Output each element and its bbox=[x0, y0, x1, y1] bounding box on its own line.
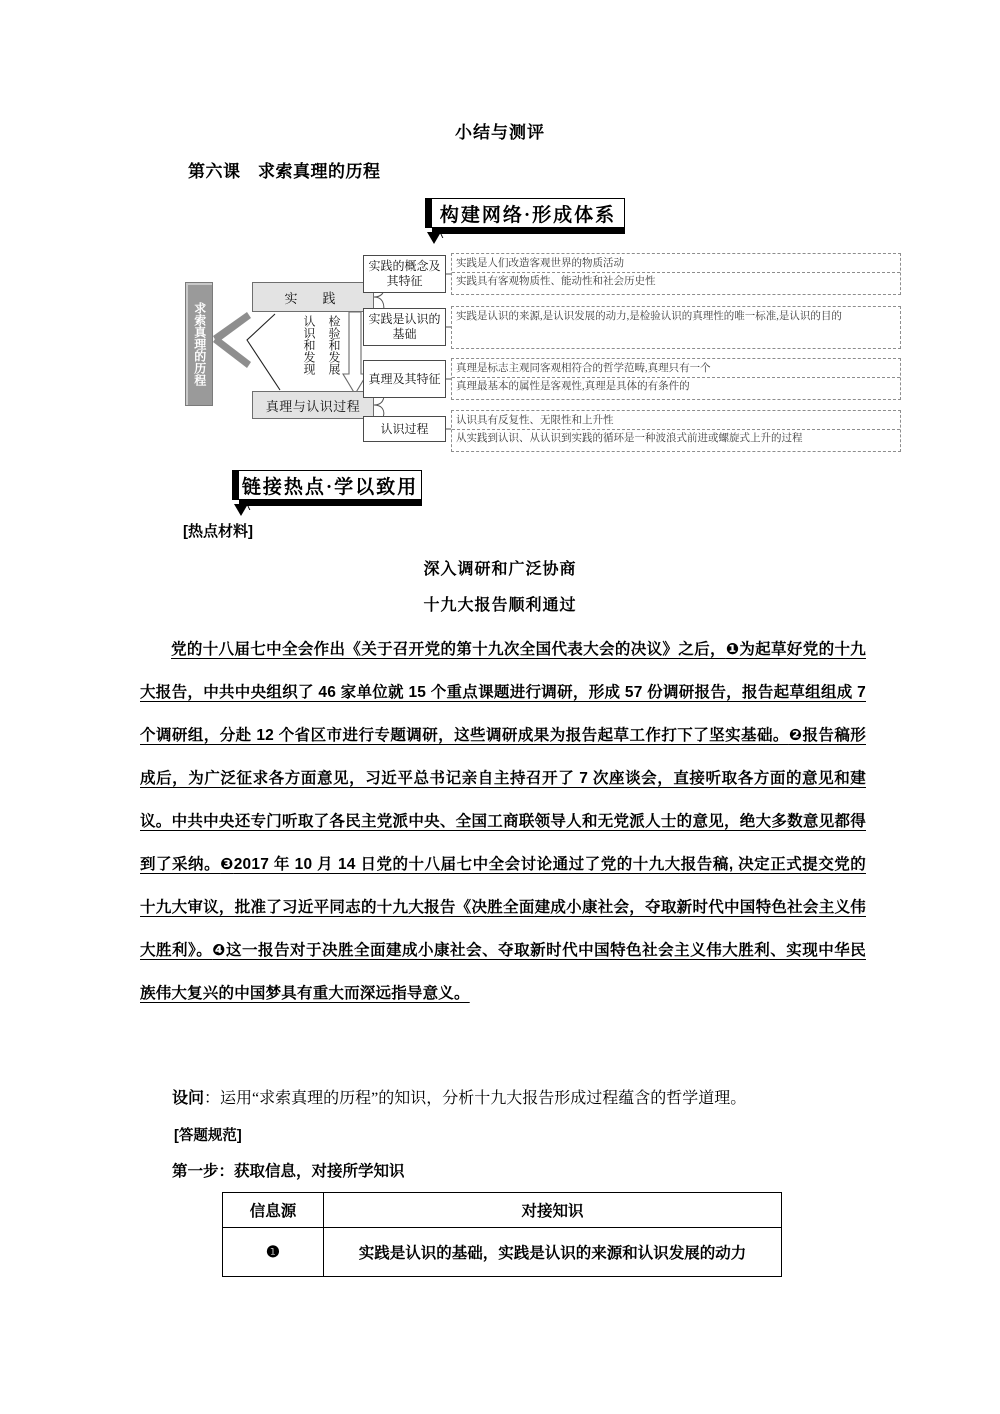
detail-line: 实践是人们改造客观世界的物质活动 bbox=[456, 258, 624, 269]
detail-separator bbox=[452, 429, 900, 430]
banner-shadow bbox=[432, 228, 625, 234]
diagram-branch-node-2: 实践是认识的基础 bbox=[363, 308, 446, 346]
step-one-label: 第一步：获取信息，对接所学知识 bbox=[172, 1163, 405, 1180]
mind-map-diagram bbox=[185, 250, 905, 465]
material-text: 报告稿形成后，为广泛征求各方面意见，习近平总书记亲自主持召开了 7 次座谈会，直接听取各方面的意见和建议。中共中央还专门听取了各民主党派中央、全国工商联领导人和无党派人士的意见，绝大多数意见都得到了采纳。 bbox=[140, 727, 866, 873]
material-marker: ❹ bbox=[212, 942, 226, 959]
hot-material-label: [热点材料] bbox=[183, 523, 253, 540]
detail-separator bbox=[452, 272, 900, 273]
material-marker: ❸ bbox=[220, 856, 234, 873]
detail-line: 实践是认识的来源,是认识发展的动力,是检验认识的真理性的唯一标准,是认识的目的 bbox=[456, 311, 842, 322]
question-prompt-body: ：运用“求索真理的历程”的知识，分析十九大报告形成过程蕴含的哲学道理。 bbox=[204, 1090, 747, 1107]
diagram-node-zhenli: 真理与认识过程 bbox=[252, 391, 374, 419]
material-marker: ❷ bbox=[788, 727, 803, 744]
banner-shadow bbox=[239, 500, 422, 506]
table-header-cell: 对接知识 bbox=[324, 1193, 782, 1228]
detail-line: 实践具有客观物质性、能动性和社会历史性 bbox=[456, 276, 656, 288]
diagram-node-shijian: 实 践 bbox=[252, 282, 374, 312]
material-body-paragraph bbox=[140, 628, 866, 1015]
answer-norm-label: [答题规范] bbox=[174, 1128, 242, 1144]
diagram-detail-box-4 bbox=[451, 410, 901, 452]
material-marker: ❶ bbox=[725, 641, 740, 658]
diagram-branch-node-1: 实践的概念及其特征 bbox=[363, 255, 446, 293]
material-text: 为起草好党的十九大报告，中共中央组织了 46 家单位就 15 个重点课题进行调研，形成 57 份调研报告，报告起草组组成 7 个调研组，分赴 12 个省区市进行专题调研，这些调研成果为报告起草工作打下了坚实基础。 bbox=[140, 641, 866, 744]
diagram-vertical-label-jianyan: 检验和发展 bbox=[327, 315, 341, 375]
diagram-vertical-label-renshi: 认识和发现 bbox=[302, 315, 316, 375]
detail-line: 从实践到认识、从认识到实践的循环是一种波浪式前进或螺旋式上升的过程 bbox=[456, 433, 803, 445]
table-cell-knowledge: 实践是认识的基础，实践是认识的来源和认识发展的动力 bbox=[324, 1228, 782, 1277]
material-text: 党的十八届七中全会作出《关于召开党的第十九次全国代表大会的决议》之后， bbox=[171, 641, 726, 658]
banner-left-bar bbox=[425, 198, 432, 228]
banner-left-bar bbox=[232, 470, 239, 500]
diagram-detail-box-1 bbox=[451, 253, 901, 295]
detail-separator bbox=[452, 377, 900, 378]
question-prompt-prefix: 设问 bbox=[172, 1090, 205, 1107]
diagram-detail-box-2 bbox=[451, 306, 901, 349]
table-header-row bbox=[223, 1193, 782, 1228]
banner-down-arrow-icon bbox=[234, 504, 248, 516]
banner-label: 链接热点·学以致用 bbox=[239, 470, 422, 500]
diagram-branch-node-4: 认识过程 bbox=[363, 416, 446, 442]
material-title-line-1: 深入调研和广泛协商 bbox=[423, 561, 577, 578]
material-title-line-2: 十九大报告顺利通过 bbox=[423, 597, 577, 614]
material-text: 2017 年 10 月 14 日党的十八届七中全会讨论通过了党的十九大报告稿, 决定正式提交党的十九大审议，批准了习近平同志的十九大报告《决胜全面建成小康社会，夺取新时代中国特色社会主义伟大胜利》。 bbox=[140, 856, 866, 959]
detail-line: 真理是标志主观同客观相符合的哲学范畴,真理只有一个 bbox=[456, 363, 711, 374]
question-prompt bbox=[172, 1085, 746, 1108]
table-row bbox=[223, 1228, 782, 1277]
page-title: 小结与测评 bbox=[455, 123, 545, 142]
table-header-cell: 信息源 bbox=[223, 1193, 324, 1228]
lesson-title: 第六课 求索真理的历程 bbox=[188, 162, 381, 181]
diagram-root-node: 求索真理的历程 bbox=[185, 282, 213, 406]
info-knowledge-table bbox=[222, 1192, 782, 1277]
banner-down-arrow-icon bbox=[427, 232, 441, 244]
detail-line: 认识具有反复性、无限性和上升性 bbox=[456, 415, 614, 426]
banner-label: 构建网络·形成体系 bbox=[432, 198, 625, 228]
diagram-detail-box-3 bbox=[451, 358, 901, 400]
detail-line: 真理最基本的属性是客观性,真理是具体的有条件的 bbox=[456, 381, 690, 393]
material-text: 这一报告对于决胜全面建成小康社会、夺取新时代中国特色社会主义伟大胜利、实现中华民族伟大复兴的中国梦具有重大而深远指导意义。 bbox=[140, 942, 866, 1002]
table-cell-source: ❶ bbox=[223, 1228, 324, 1277]
diagram-branch-node-3: 真理及其特征 bbox=[363, 360, 446, 398]
